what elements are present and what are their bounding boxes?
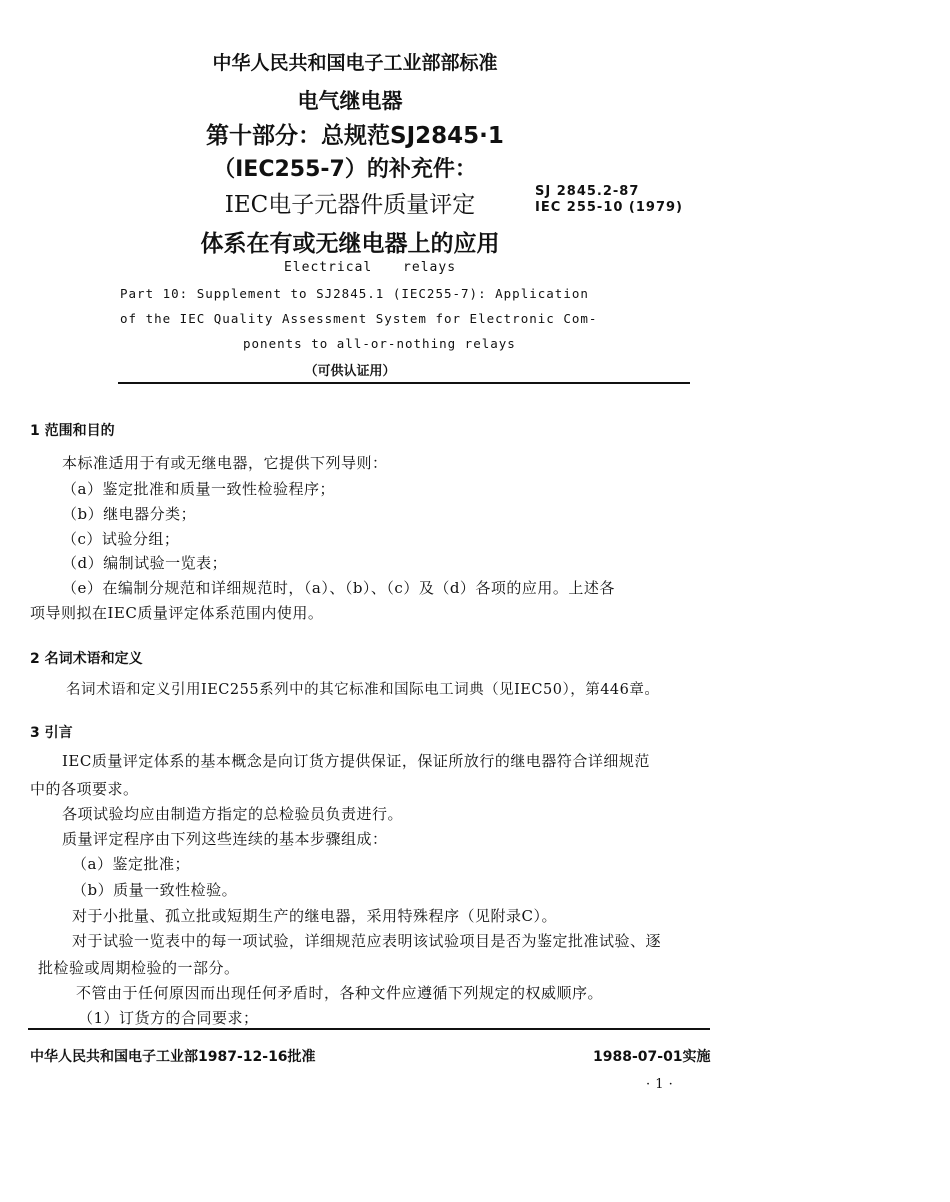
section-2-line-1: 名词术语和定义引用IEC255系列中的其它标准和国际电工词典（见IEC50），第446章。 bbox=[66, 682, 660, 698]
page-number: · 1 · bbox=[646, 1077, 674, 1092]
title-electrical-relays-cn: 电气继电器 bbox=[297, 89, 403, 113]
standard-code-block bbox=[535, 184, 683, 216]
section-3-line-11: （1）订货方的合同要求； bbox=[78, 1009, 259, 1027]
section-3-line-4: 质量评定程序由下列这些连续的基本步骤组成： bbox=[62, 830, 388, 848]
section-1-line-4: （c）试验分组； bbox=[62, 530, 180, 548]
english-title-line4: ponents to all-or-nothing relays bbox=[243, 336, 516, 351]
section-3-line-5: （a）鉴定批准； bbox=[72, 855, 190, 873]
section-1-line-5: （d）编制试验一览表； bbox=[62, 554, 228, 572]
footer-divider bbox=[28, 1028, 710, 1030]
section-3-line-3: 各项试验均应由制造方指定的总检验员负责进行。 bbox=[62, 805, 404, 823]
title-iec-supplement: （IEC255-7）的补充件： bbox=[213, 157, 477, 182]
title-part-ten: 第十部分：总规范SJ2845·1 bbox=[206, 123, 504, 149]
section-1-title: 1 范围和目的 bbox=[30, 423, 115, 439]
header-divider bbox=[118, 382, 690, 384]
section-3-line-7: 对于小批量、孤立批或短期生产的继电器，采用特殊程序（见附录C）。 bbox=[72, 907, 557, 925]
header-line-ministry-standard: 中华人民共和国电子工业部部标准 bbox=[212, 52, 498, 74]
title-application-relays: 体系在有或无继电器上的应用 bbox=[200, 231, 500, 257]
footer-implementation-date: 1988-07-01实施 bbox=[593, 1049, 711, 1065]
section-3-line-6: （b）质量一致性检验。 bbox=[72, 881, 238, 899]
section-3-line-8: 对于试验一览表中的每一项试验，详细规范应表明该试验项目是否为鉴定批准试验、逐 bbox=[72, 932, 662, 950]
footer-approval-date: 中华人民共和国电子工业部1987-12-16批准 bbox=[30, 1049, 316, 1065]
section-2-title: 2 名词术语和定义 bbox=[30, 651, 143, 667]
english-title-line3: of the IEC Quality Assessment System for Electronic Com- bbox=[120, 311, 598, 326]
section-1-line-2: （a）鉴定批准和质量一致性检验程序； bbox=[62, 480, 335, 498]
standard-code-iec: IEC 255-10 (1979) bbox=[535, 200, 683, 215]
section-3-line-9: 批检验或周期检验的一部分。 bbox=[38, 959, 240, 977]
section-1-line-7: 项导则拟在IEC质量评定体系范围内使用。 bbox=[30, 604, 324, 622]
section-3-line-2: 中的各项要求。 bbox=[30, 780, 139, 798]
section-1-line-6: （e）在编制分规范和详细规范时，（a）、（b）、（c）及（d）各项的应用。上述各 bbox=[62, 579, 615, 597]
title-iec-quality-assessment: IEC电子元器件质量评定 bbox=[224, 192, 476, 218]
section-3-line-1: IEC质量评定体系的基本概念是向订货方提供保证，保证所放行的继电器符合详细规范 bbox=[62, 752, 650, 770]
section-3-line-10: 不管由于任何原因而出现任何矛盾时，各种文件应遵循下列规定的权威顺序。 bbox=[76, 984, 604, 1002]
certification-note: （可供认证用） bbox=[304, 364, 396, 379]
section-1-line-1: 本标准适用于有或无继电器，它提供下列导则： bbox=[62, 454, 388, 472]
english-title-line1: Electrical relays bbox=[283, 260, 457, 275]
section-3-title: 3 引言 bbox=[30, 725, 73, 741]
english-title-line2: Part 10: Supplement to SJ2845.1 (IEC255-7): Application bbox=[120, 286, 589, 301]
standard-code-sj: SJ 2845.2-87 bbox=[535, 184, 640, 199]
section-1-line-3: （b）继电器分类； bbox=[62, 505, 197, 523]
